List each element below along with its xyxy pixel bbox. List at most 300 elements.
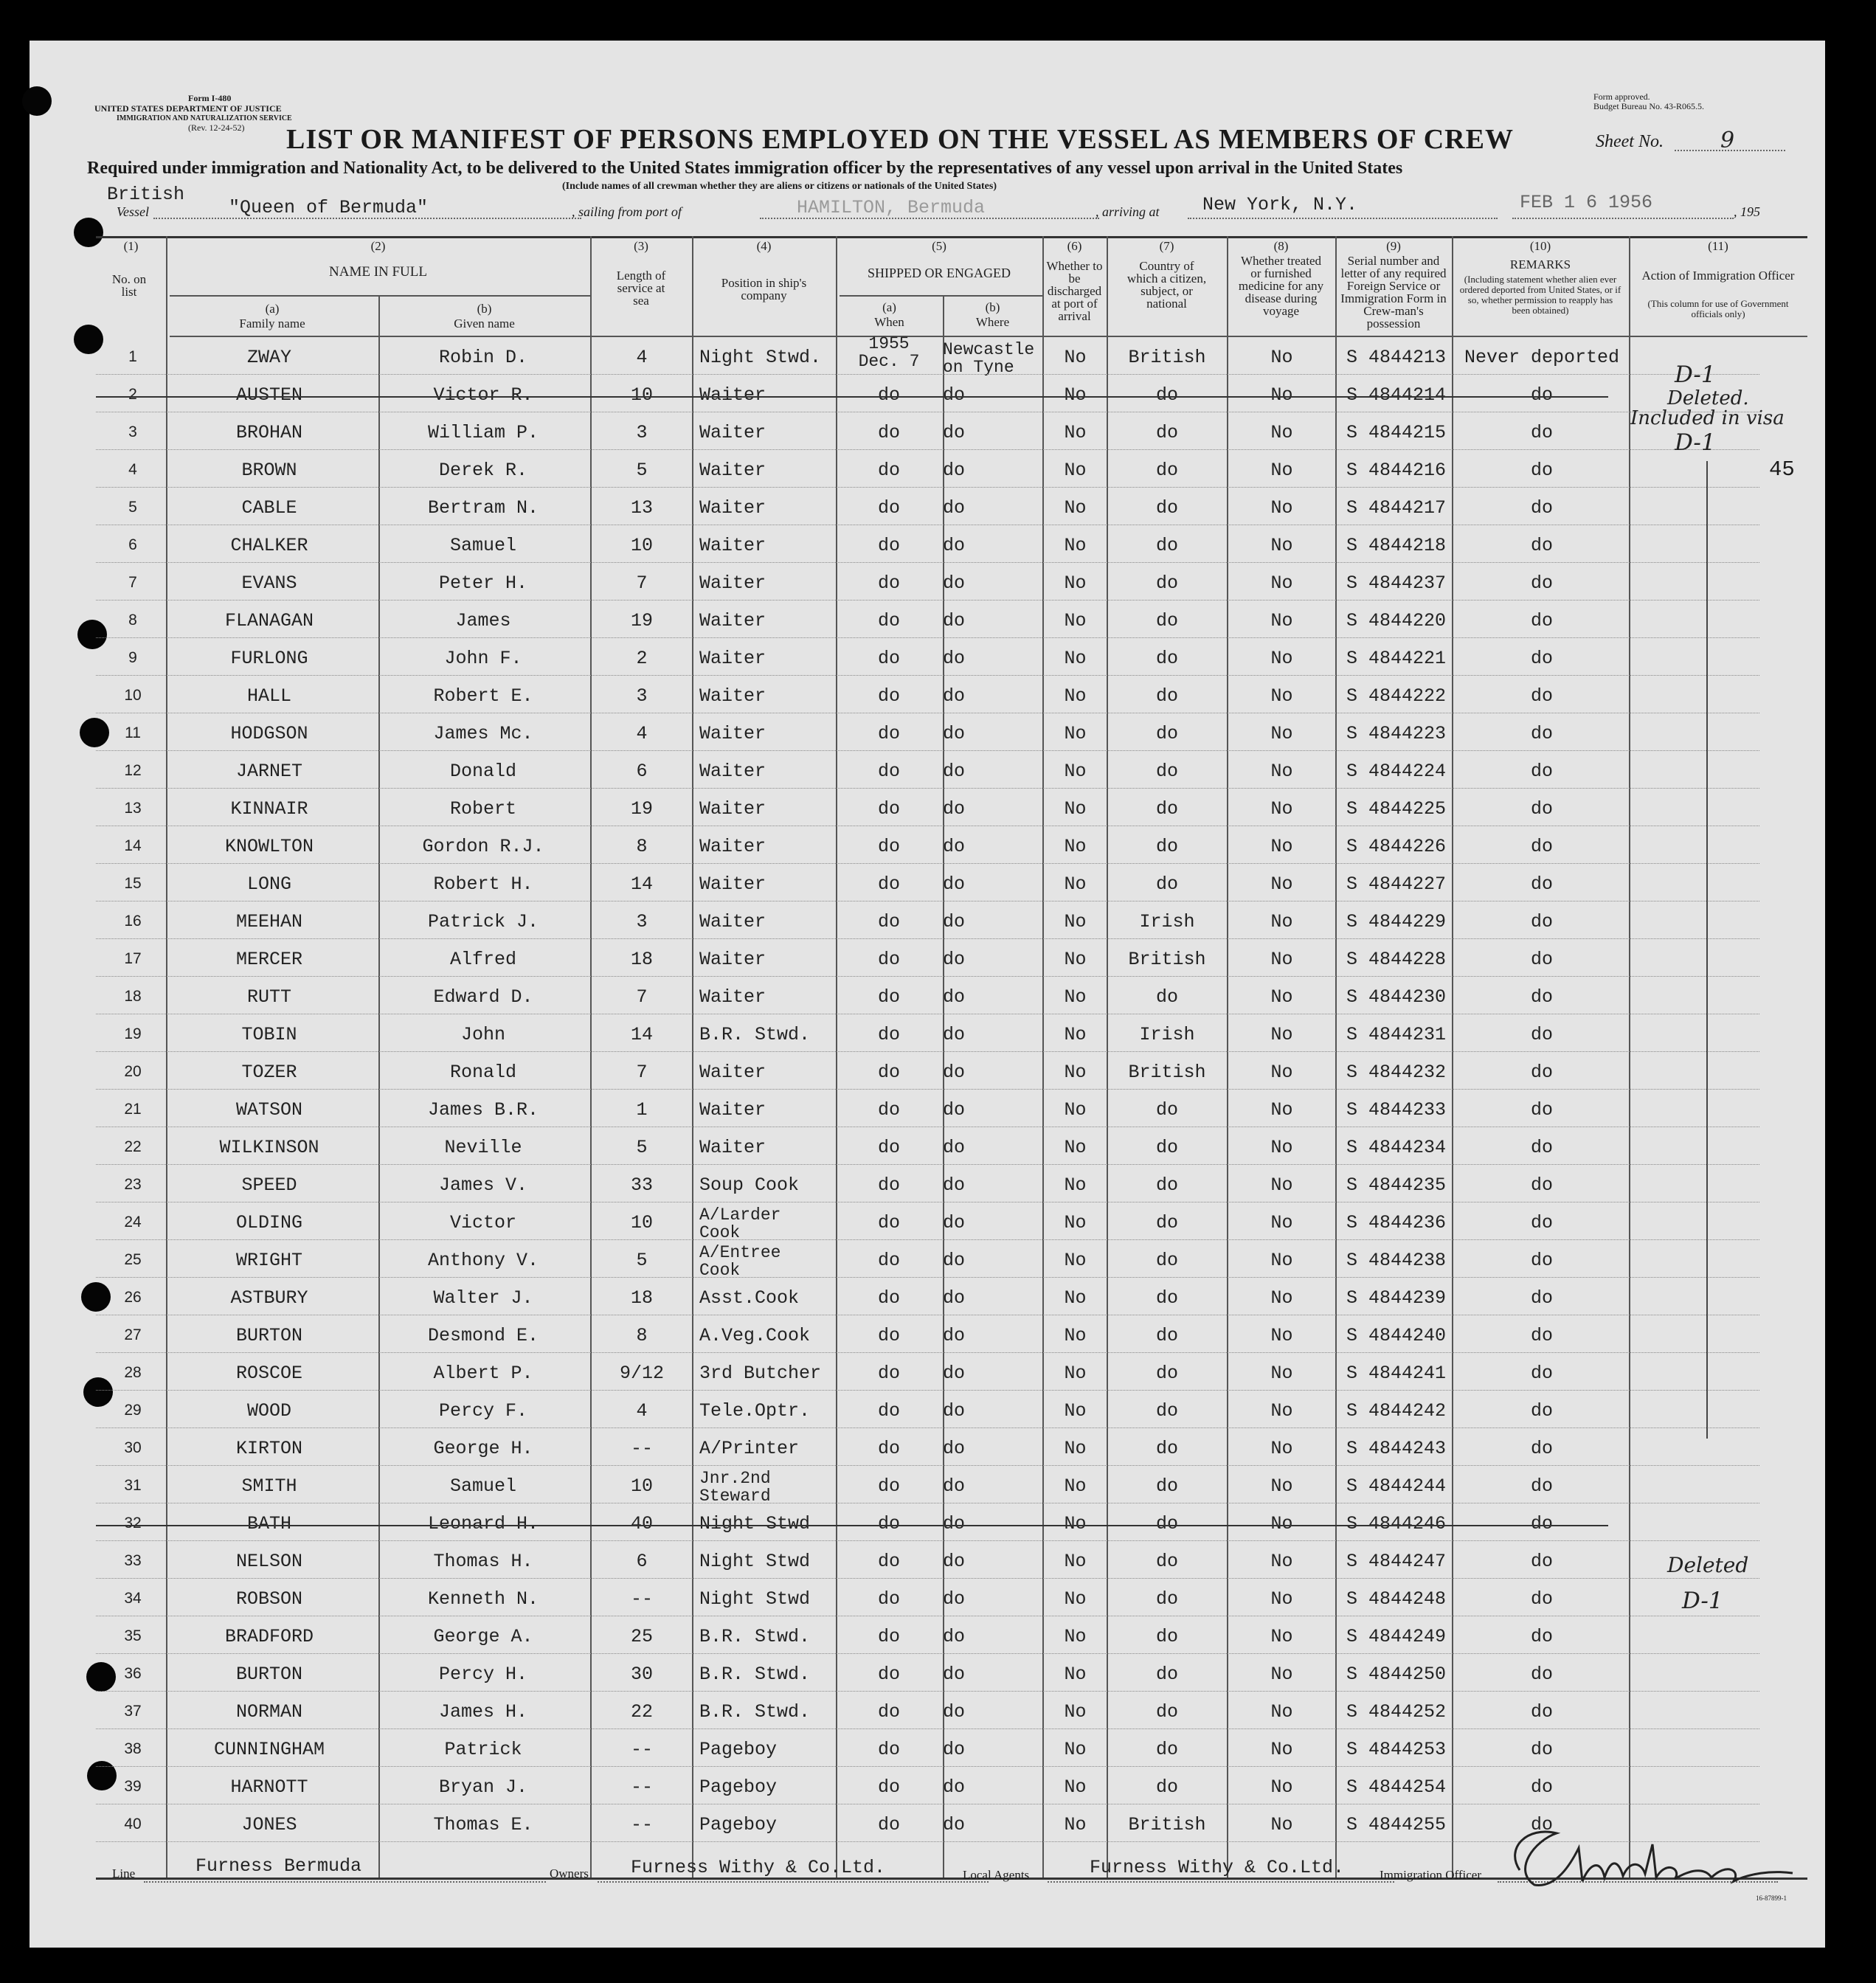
table-row: [96, 527, 1759, 565]
discharged: No: [1064, 911, 1087, 932]
shipped-when: do: [877, 1664, 900, 1685]
annotation-deleted: Deleted: [1667, 1553, 1749, 1577]
given-name: Bertram N.: [427, 497, 539, 519]
table-row: [96, 1318, 1759, 1355]
table-row: [96, 1167, 1759, 1205]
position: Waiter: [699, 572, 766, 594]
row-divider: [96, 1390, 1759, 1391]
header-col10-number: (10): [1529, 239, 1551, 253]
country: do: [1155, 836, 1178, 857]
shipped-where: do: [943, 1701, 966, 1723]
row-number: 28: [124, 1364, 142, 1381]
country: do: [1155, 685, 1178, 707]
row-divider: [96, 1691, 1759, 1692]
shipped-when: do: [877, 1475, 900, 1497]
medicine: No: [1270, 1062, 1293, 1083]
given-name: Kenneth N.: [427, 1588, 539, 1610]
sailing-label: , sailing from port of: [572, 204, 682, 219]
remarks: do: [1530, 873, 1553, 895]
shipped-where: do: [943, 723, 966, 744]
include-note: (Include names of all crewman whether they are aliens or citizens or nationals of the United States): [562, 181, 997, 192]
shipped-when: do: [877, 1137, 900, 1158]
punch-hole: [22, 86, 52, 116]
row-divider: [96, 449, 1759, 450]
country: do: [1155, 798, 1178, 820]
medicine: No: [1270, 497, 1293, 519]
serial-number: S 4844227: [1346, 873, 1447, 895]
country: do: [1155, 460, 1178, 481]
family-name: TOZER: [241, 1062, 297, 1083]
shipped-when: do: [877, 572, 900, 594]
shipped-when: do: [877, 535, 900, 556]
family-name: FURLONG: [230, 648, 308, 669]
service-length: 8: [636, 836, 648, 857]
serial-number: S 4844254: [1346, 1776, 1447, 1798]
country: British: [1128, 949, 1206, 970]
remarks: do: [1530, 1062, 1553, 1083]
shipped-when: do: [877, 1551, 900, 1572]
medicine: No: [1270, 1174, 1293, 1196]
shipped-where: do: [943, 1588, 966, 1610]
serial-number: S 4844249: [1346, 1626, 1447, 1647]
table-row: [96, 1280, 1759, 1318]
row-number: 13: [124, 800, 142, 817]
shipped-when: do: [877, 1513, 900, 1534]
shipped-when: do: [877, 648, 900, 669]
position: Pageboy: [699, 1776, 778, 1798]
medicine: No: [1270, 610, 1293, 631]
annotation-d1: D-1: [1682, 1588, 1723, 1614]
table-row: [96, 941, 1759, 979]
country: do: [1155, 723, 1178, 744]
shipped-where: do: [943, 422, 966, 443]
annotation-deleted: Deleted.: [1667, 387, 1749, 409]
service-length: --: [630, 1776, 653, 1798]
table-row: [96, 979, 1759, 1017]
position: Waiter: [699, 535, 766, 556]
country: British: [1128, 347, 1206, 368]
medicine: No: [1270, 1475, 1293, 1497]
discharged: No: [1064, 986, 1087, 1008]
bracket-line: [1706, 461, 1708, 1439]
position: Pageboy: [699, 1739, 778, 1760]
annotation-included-visa: Included in visa: [1630, 407, 1785, 429]
shipped-where: do: [943, 384, 966, 406]
row-divider: [96, 1352, 1759, 1353]
vessel-label: Vessel: [117, 204, 149, 219]
shipped-when: do: [877, 761, 900, 782]
row-number: 26: [124, 1289, 142, 1306]
serial-number: S 4844253: [1346, 1739, 1447, 1760]
service-length: 5: [636, 460, 648, 481]
country: Irish: [1139, 1024, 1195, 1045]
position: A/Printer: [699, 1438, 800, 1459]
shipped-when: do: [877, 422, 900, 443]
strike-through-line: [96, 1525, 1608, 1526]
header-discharged: Whether to be discharged at port of arrival: [1046, 259, 1103, 323]
country: do: [1155, 1137, 1178, 1158]
position: A/Entree Cook: [699, 1243, 781, 1280]
service-length: 19: [630, 610, 653, 631]
given-name: James: [455, 610, 511, 631]
shipped-when: 1955 Dec. 7: [858, 334, 920, 371]
country: do: [1155, 873, 1178, 895]
medicine: No: [1270, 1325, 1293, 1346]
serial-number: S 4844237: [1346, 572, 1447, 594]
given-name: John: [460, 1024, 505, 1045]
remarks: do: [1530, 1701, 1553, 1723]
remarks: do: [1530, 761, 1553, 782]
service-length: 13: [630, 497, 653, 519]
remarks: do: [1530, 911, 1553, 932]
given-name: Samuel: [449, 1475, 516, 1497]
serial-number: S 4844229: [1346, 911, 1447, 932]
service-name: IMMIGRATION AND NATURALIZATION SERVICE: [117, 114, 292, 122]
header-position: Position in ship's company: [721, 276, 807, 302]
medicine: No: [1270, 1024, 1293, 1045]
country: do: [1155, 1513, 1178, 1534]
discharged: No: [1064, 1776, 1087, 1798]
annotation-d1: D-1: [1675, 429, 1716, 456]
country: do: [1155, 610, 1178, 631]
family-name: KNOWLTON: [224, 836, 314, 857]
family-name: ROSCOE: [235, 1363, 302, 1384]
family-name: HALL: [246, 685, 291, 707]
discharged: No: [1064, 535, 1087, 556]
family-name: NORMAN: [235, 1701, 302, 1723]
crew-count: 45: [1769, 457, 1795, 482]
serial-number: S 4844215: [1346, 422, 1447, 443]
position: Waiter: [699, 986, 766, 1008]
family-name: EVANS: [241, 572, 297, 594]
shipped-when: do: [877, 1287, 900, 1309]
shipped-where: do: [943, 1739, 966, 1760]
position: A/Larder Cook: [699, 1205, 781, 1242]
given-name: George H.: [433, 1438, 533, 1459]
given-name: Peter H.: [438, 572, 528, 594]
given-name: George A.: [433, 1626, 533, 1647]
shipped-when: do: [877, 685, 900, 707]
departure-port: HAMILTON, Bermuda: [797, 197, 986, 218]
family-name: ROBSON: [235, 1588, 302, 1610]
shipped-where: do: [943, 1363, 966, 1384]
header-col2: NAME IN FULL: [329, 264, 427, 280]
discharged: No: [1064, 873, 1087, 895]
row-number: 11: [125, 724, 141, 741]
row-number: 23: [124, 1176, 142, 1193]
header-where: Where: [975, 315, 1010, 329]
row-number: 20: [124, 1063, 142, 1080]
serial-number: S 4844247: [1346, 1551, 1447, 1572]
table-row: [96, 1393, 1759, 1430]
discharged: No: [1064, 648, 1087, 669]
medicine: No: [1270, 535, 1293, 556]
position: Waiter: [699, 648, 766, 669]
table-row: [96, 1769, 1759, 1807]
remarks: do: [1530, 422, 1553, 443]
position: B.R. Stwd.: [699, 1701, 811, 1723]
table-row: [96, 1054, 1759, 1092]
shipped-where: do: [943, 949, 966, 970]
table-row: [96, 1017, 1759, 1054]
shipping-line: Furness Bermuda: [195, 1855, 362, 1877]
shipped-where: Newcastle on Tyne: [943, 340, 1035, 377]
discharged: No: [1064, 1588, 1087, 1610]
shipped-when: do: [877, 1363, 900, 1384]
position: Waiter: [699, 911, 766, 932]
family-name: OLDING: [235, 1212, 302, 1233]
remarks: do: [1530, 1250, 1553, 1271]
remarks: do: [1530, 986, 1553, 1008]
table-row: [96, 1694, 1759, 1731]
row-divider: [96, 487, 1759, 488]
given-name: Thomas H.: [433, 1551, 533, 1572]
family-name: CABLE: [241, 497, 297, 519]
table-row: [96, 1355, 1759, 1393]
table-row: [96, 678, 1759, 716]
given-name: Patrick: [444, 1739, 522, 1760]
medicine: No: [1270, 1212, 1293, 1233]
required-statement: Required under immigration and Nationality Act, to be delivered to the United States immigration officer by the representatives of any vessel upon arrival in the United States: [87, 159, 1403, 178]
given-name: Alfred: [449, 949, 516, 970]
service-length: 25: [630, 1626, 653, 1647]
header-medicine: Whether treated or furnished medicine for any disease during voyage: [1238, 254, 1324, 318]
header-col1: No. on list: [111, 272, 147, 299]
medicine: No: [1270, 1814, 1293, 1835]
service-length: 10: [630, 1212, 653, 1233]
table-row: [96, 603, 1759, 640]
shipped-when: do: [877, 798, 900, 820]
row-number: 9: [128, 649, 137, 666]
shipped-when: do: [877, 1814, 900, 1835]
shipped-when: do: [877, 986, 900, 1008]
given-name: Ronald: [449, 1062, 516, 1083]
header-length-of-service: Length of service at sea: [616, 269, 666, 308]
remarks: do: [1530, 497, 1553, 519]
header-col6-number: (6): [1067, 239, 1082, 253]
officer-signature: [1490, 1818, 1807, 1900]
row-number: 10: [124, 687, 142, 704]
service-length: 19: [630, 798, 653, 820]
header-country: Country of which a citizen, subject, or national: [1126, 259, 1207, 311]
service-length: 10: [630, 384, 653, 406]
shipped-where: do: [943, 1174, 966, 1196]
country: do: [1155, 1551, 1178, 1572]
medicine: No: [1270, 1099, 1293, 1121]
country: do: [1155, 535, 1178, 556]
table-row: [96, 1092, 1759, 1129]
shipped-where: do: [943, 1325, 966, 1346]
service-length: 10: [630, 535, 653, 556]
row-number: 32: [124, 1515, 142, 1532]
position: Waiter: [699, 798, 766, 820]
medicine: No: [1270, 685, 1293, 707]
family-name: SPEED: [241, 1174, 297, 1196]
discharged: No: [1064, 1062, 1087, 1083]
service-length: 4: [636, 347, 648, 368]
shipped-where: do: [943, 685, 966, 707]
table-row: [96, 452, 1759, 490]
family-name: BRADFORD: [224, 1626, 314, 1647]
remarks: do: [1530, 460, 1553, 481]
given-name: James H.: [438, 1701, 528, 1723]
shipped-when: do: [877, 1250, 900, 1271]
family-name: AUSTEN: [235, 384, 302, 406]
country: do: [1155, 761, 1178, 782]
header-col8-number: (8): [1273, 239, 1289, 253]
remarks: do: [1530, 1099, 1553, 1121]
medicine: No: [1270, 460, 1293, 481]
owners: Furness Withy & Co.Ltd.: [631, 1857, 886, 1878]
position: Night Stwd: [699, 1588, 811, 1610]
table-row: [96, 1242, 1759, 1280]
serial-number: S 4844244: [1346, 1475, 1447, 1497]
remarks: do: [1530, 685, 1553, 707]
row-number: 21: [124, 1101, 142, 1118]
header-given-name: Given name: [454, 316, 515, 330]
remarks: do: [1530, 949, 1553, 970]
shipped-when: do: [877, 1400, 900, 1422]
given-name: James V.: [438, 1174, 528, 1196]
shipped-where: do: [943, 1250, 966, 1271]
family-name: BURTON: [235, 1325, 302, 1346]
serial-number: S 4844233: [1346, 1099, 1447, 1121]
remarks: do: [1530, 1174, 1553, 1196]
line-label: Line: [112, 1866, 136, 1880]
family-name: JONES: [241, 1814, 297, 1835]
remarks: do: [1530, 572, 1553, 594]
shipped-where: do: [943, 572, 966, 594]
discharged: No: [1064, 572, 1087, 594]
service-length: 8: [636, 1325, 648, 1346]
family-name: ASTBURY: [230, 1287, 308, 1309]
table-row: [96, 1619, 1759, 1656]
shipped-when: do: [877, 460, 900, 481]
shipped-where: do: [943, 911, 966, 932]
service-length: 5: [636, 1137, 648, 1158]
remarks: do: [1530, 1664, 1553, 1685]
serial-number: S 4844218: [1346, 535, 1447, 556]
serial-number: S 4844236: [1346, 1212, 1447, 1233]
table-row: [96, 866, 1759, 904]
sheet-number: 9: [1720, 128, 1735, 153]
given-name: John F.: [444, 648, 522, 669]
family-name: FLANAGAN: [224, 610, 314, 631]
row-number: 8: [128, 612, 137, 629]
shipped-where: do: [943, 1776, 966, 1798]
family-name: TOBIN: [241, 1024, 297, 1045]
given-name: Neville: [444, 1137, 522, 1158]
discharged: No: [1064, 1212, 1087, 1233]
shipped-when: do: [877, 1626, 900, 1647]
given-name: Samuel: [449, 535, 516, 556]
row-divider: [96, 1766, 1759, 1767]
discharged: No: [1064, 1475, 1087, 1497]
medicine: No: [1270, 1701, 1293, 1723]
shipped-where: do: [943, 1062, 966, 1083]
vessel-nationality: British: [107, 184, 185, 205]
serial-number: S 4844224: [1346, 761, 1447, 782]
shipped-where: do: [943, 1024, 966, 1045]
remarks: do: [1530, 535, 1553, 556]
country: do: [1155, 1363, 1178, 1384]
service-length: 7: [636, 986, 648, 1008]
remarks: do: [1530, 1551, 1553, 1572]
immigration-officer-label: Immigration Officer: [1380, 1868, 1482, 1882]
remarks: do: [1530, 1400, 1553, 1422]
serial-number: S 4844239: [1346, 1287, 1447, 1309]
country: do: [1155, 1099, 1178, 1121]
medicine: No: [1270, 986, 1293, 1008]
given-name: Victor: [449, 1212, 516, 1233]
service-length: 7: [636, 572, 648, 594]
remarks: do: [1530, 1212, 1553, 1233]
discharged: No: [1064, 1814, 1087, 1835]
service-length: 5: [636, 1250, 648, 1271]
service-length: 10: [630, 1475, 653, 1497]
discharged: No: [1064, 1400, 1087, 1422]
row-number: 18: [124, 988, 142, 1005]
shipped-when: do: [877, 1099, 900, 1121]
serial-number: S 4844246: [1346, 1513, 1447, 1534]
row-divider: [96, 1239, 1759, 1240]
given-name: Anthony V.: [427, 1250, 539, 1271]
row-number: 7: [128, 574, 137, 591]
position: Waiter: [699, 836, 766, 857]
serial-number: S 4844238: [1346, 1250, 1447, 1271]
sheet-label: Sheet No.: [1596, 132, 1664, 151]
position: Asst.Cook: [699, 1287, 800, 1309]
family-name: SMITH: [241, 1475, 297, 1497]
position: Waiter: [699, 685, 766, 707]
given-name: Desmond E.: [427, 1325, 539, 1346]
serial-number: S 4844222: [1346, 685, 1447, 707]
discharged: No: [1064, 1438, 1087, 1459]
row-divider: [96, 374, 1759, 375]
remarks: do: [1530, 1814, 1553, 1835]
shipped-when: do: [877, 1062, 900, 1083]
row-divider: [96, 1465, 1759, 1466]
family-name: BURTON: [235, 1664, 302, 1685]
serial-number: S 4844214: [1346, 384, 1447, 406]
row-divider: [96, 1277, 1759, 1278]
family-name: MERCER: [235, 949, 302, 970]
arriving-label: , arriving at: [1096, 204, 1160, 219]
position: A.Veg.Cook: [699, 1325, 811, 1346]
annotation-d1: D-1: [1675, 361, 1716, 388]
position: Waiter: [699, 610, 766, 631]
country: do: [1155, 1438, 1178, 1459]
country: do: [1155, 986, 1178, 1008]
row-divider: [96, 1051, 1759, 1052]
row-number: 36: [124, 1665, 142, 1682]
table-row: [96, 791, 1759, 828]
serial-number: S 4844242: [1346, 1400, 1447, 1422]
country: do: [1155, 497, 1178, 519]
header-col11-number: (11): [1708, 239, 1728, 253]
remarks: Never deported: [1464, 347, 1620, 368]
discharged: No: [1064, 1664, 1087, 1685]
vessel-name: "Queen of Bermuda": [229, 197, 429, 218]
family-name: MEEHAN: [235, 911, 302, 932]
position: Tele.Optr.: [699, 1400, 811, 1422]
serial-number: S 4844230: [1346, 986, 1447, 1008]
discharged: No: [1064, 685, 1087, 707]
medicine: No: [1270, 836, 1293, 857]
given-name: Thomas E.: [433, 1814, 533, 1835]
row-number: 4: [128, 461, 137, 478]
table-row: [96, 1656, 1759, 1694]
